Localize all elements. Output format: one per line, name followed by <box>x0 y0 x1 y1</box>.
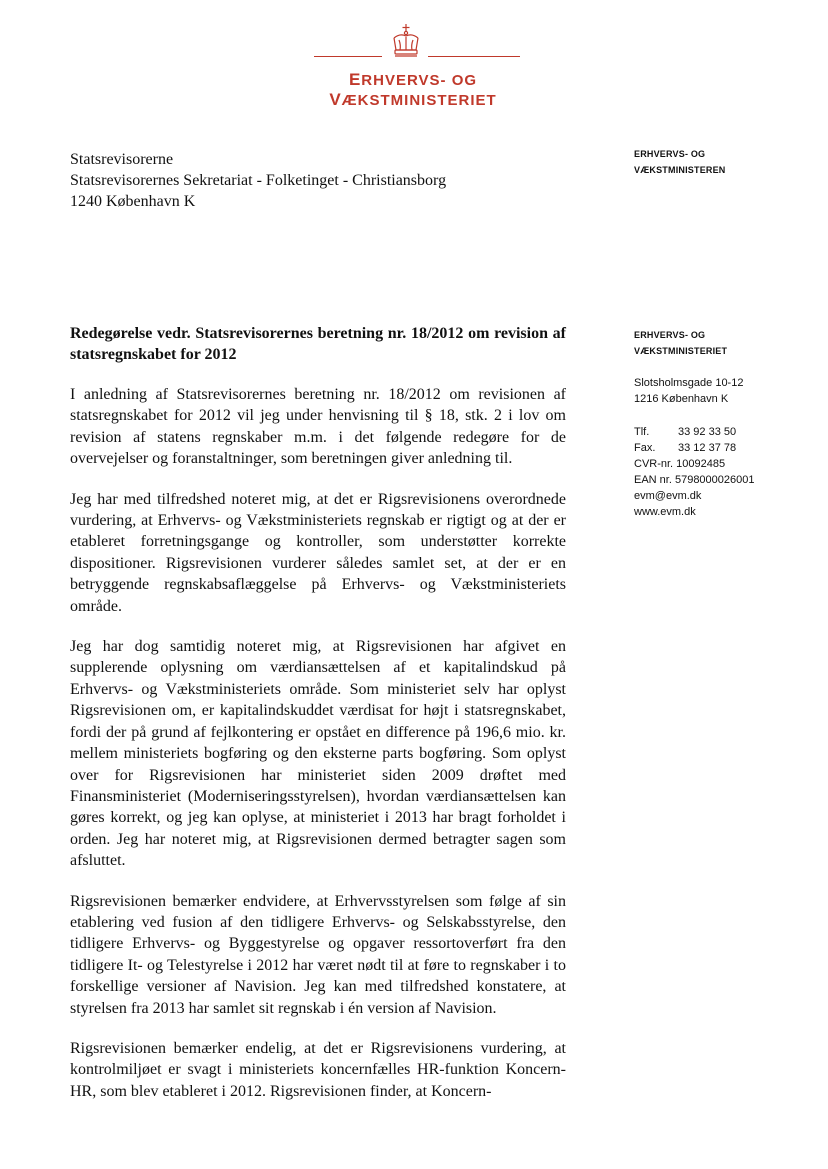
department-block <box>634 327 727 359</box>
address-line: Statsrevisorerne <box>70 151 174 168</box>
crown-icon <box>386 22 426 62</box>
sender-block <box>634 146 726 178</box>
address-line: Statsrevisorernes Sekretariat - Folketinget - Christiansborg <box>70 172 447 189</box>
ean-number: EAN nr. 5798000026001 <box>634 474 755 486</box>
ministry-name: ERHVERVS- OG VÆKSTMINISTERIET <box>329 70 497 109</box>
department-line: ERHVERVS- OG <box>634 330 706 340</box>
body-paragraph: Jeg har dog samtidig noteret mig, at Rigsrevisionen har afgivet en supplerende oplysning om værdiansættelsen af et kapitalindskud på Erhvervs- og Vækstministeriets område. Som ministeriet selv har oplyst Rigsrevisionen om, er kapitalindskuddet værdisat for højt i statsregnskabet, fordi der på grund af fejlkontering er opstået en difference på 196,6 mio. kr. mellem ministeriets bogføring og den eksterne parts bogføring. Som oplyst over for Rigsrevisionen har ministeriet siden 2009 drøftet med Finansministeriet (Moderniseringsstyrelsen), hvordan værdiansættelsen kan gøres korrekt, og jeg kan oplyse, at ministeriet i 2013 har bragt forholdet i orden. Jeg har noteret mig, at Rigsrevisionen dermed betragter sagen som afsluttet. <box>70 638 566 870</box>
phone-row: Tlf. 33 92 33 50 <box>634 426 737 438</box>
letterhead <box>0 0 828 109</box>
recipient-address <box>70 149 446 212</box>
website-link[interactable]: www.evm.dk <box>634 506 696 518</box>
department-line: VÆKSTMINISTERIET <box>634 346 728 356</box>
letter-subject: Redegørelse vedr. Statsrevisorernes beretning nr. 18/2012 om revision af statsregnskabet for 2012 <box>70 325 566 363</box>
contact-block <box>634 375 755 520</box>
body-paragraph: I anledning af Statsrevisorernes beretning nr. 18/2012 om revisionen af statsregnskabet for 2012 vil jeg under henvisning til § 18, stk. 2 i lov om revision af statens regnskaber m.m. i det følgende redegøre for de overvejelser og foranstaltninger, som beretningen giver anledning til. <box>70 386 566 468</box>
email-link[interactable]: evm@evm.dk <box>634 490 702 502</box>
body-paragraph: Rigsrevisionen bemærker endelig, at det er Rigsrevisionens vurdering, at kontrolmiljøet er svagt i ministeriets koncernfælles HR-funktion Koncern-HR, som blev etableret i 2012. Rigsrevisionen finder, at Koncern- <box>70 1039 566 1100</box>
body-paragraph: Jeg har med tilfredshed noteret mig, at det er Rigsrevisionens overordnede vurdering, at Erhvervs- og Vækstministeriets regnskab er rigtigt og at der er etableret forretningsgange og kontroller, som understøtter korrekte dispositioner. Rigsrevisionen vurderer således samlet set, at der er en betryggende regnskabsaflæggelse på Erhvervs- og Vækstministeriets område. <box>70 490 566 615</box>
header-rule-left <box>314 56 382 57</box>
sender-line: ERHVERVS- OG <box>634 149 706 159</box>
body-paragraph: Rigsrevisionen bemærker endvidere, at Erhvervsstyrelsen som følge af sin etablering ved fusion af den tidligere Erhvervs- og Selskabsstyrelse, den tidligere Erhvervs- og Byggestyrelse og opgaver ressortoverført fra den tidligere It- og Telestyrelse i 2012 har været nødt til at føre to regnskaber i to forskellige versioner af Navision. Jeg kan med tilfredshed konstatere, at styrelsen fra 2013 har samlet sit regnskab i én version af Navision. <box>70 892 566 1017</box>
address-line: 1240 København K <box>70 193 196 210</box>
letter-body <box>70 384 566 1121</box>
street-address: Slotsholmsgade 10-12 <box>634 377 744 389</box>
fax-row: Fax. 33 12 37 78 <box>634 442 737 454</box>
cvr-number: CVR-nr. 10092485 <box>634 458 726 470</box>
header-rule-right <box>428 56 520 57</box>
city-address: 1216 København K <box>634 393 729 405</box>
sender-line: VÆKSTMINISTEREN <box>634 165 726 175</box>
